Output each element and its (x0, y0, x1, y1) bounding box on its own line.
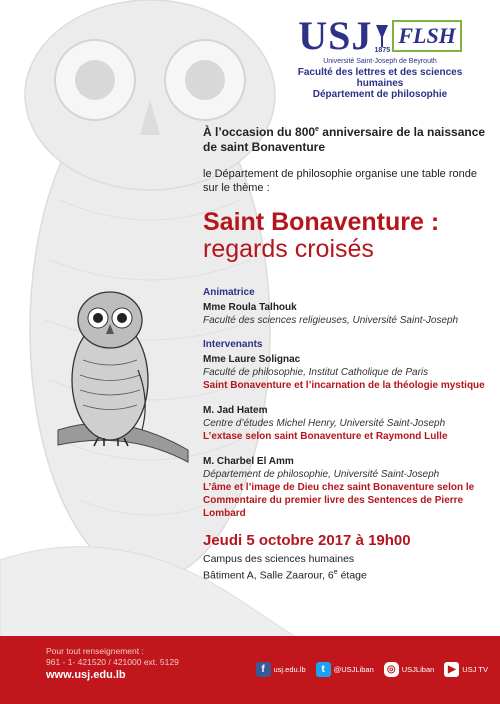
social-facebook[interactable]: f usj.edu.lb (256, 662, 306, 677)
contact-phone: 961 - 1- 421520 / 421000 ext. 5129 (46, 657, 179, 667)
flsh-logo: FLSH (392, 20, 461, 52)
speaker-affiliation: Centre d’études Michel Henry, Université Saint-Joseph (203, 418, 446, 429)
speaker-name: M. Charbel El Amm (203, 456, 294, 467)
speaker-affiliation: Faculté de philosophie, Institut Catholique de Paris (203, 367, 429, 378)
occasion-text: À l’occasion du 800e anniversaire de la naissance de saint Bonaventure (203, 125, 486, 154)
department-name: Département de philosophie (312, 89, 448, 100)
social-links (256, 662, 488, 677)
speaker-name: M. Jad Hatem (203, 405, 268, 416)
social-instagram[interactable]: ◎ USJLiban (384, 662, 435, 677)
event-title: Saint Bonaventure : regards croisés (203, 208, 440, 263)
animatrice-name: Mme Roula Talhouk (203, 302, 297, 313)
event-building: Bâtiment A, Salle Zaarour, 6e étage (203, 569, 367, 582)
youtube-icon: ▶ (444, 662, 459, 677)
usj-flsh-logo (280, 13, 480, 100)
event-date: Jeudi 5 octobre 2017 à 19h00 (203, 532, 411, 549)
contact-label: Pour tout renseignement : (46, 646, 144, 656)
faculty-name: Faculté des lettres et des sciences humaines (297, 67, 463, 89)
poster-content (203, 122, 488, 583)
animatrice-section (203, 287, 488, 327)
contact-info (46, 646, 179, 681)
owl-illustration (38, 280, 198, 480)
animatrice-affiliation: Faculté des sciences religieuses, Université Saint-Joseph (203, 315, 459, 326)
instagram-icon: ◎ (384, 662, 399, 677)
twitter-icon: t (316, 662, 331, 677)
university-name: Université Saint-Joseph de Beyrouth (323, 58, 437, 65)
speaker-1 (203, 353, 488, 392)
talk-title: Saint Bonaventure et l’incarnation de la théologie mystique (203, 380, 485, 391)
talk-title: L’extase selon saint Bonaventure et Raymond Lulle (203, 431, 448, 442)
animatrice-heading: Animatrice (203, 287, 255, 298)
social-twitter[interactable]: t @USJLiban (316, 662, 374, 677)
speaker-affiliation: Département de philosophie, Université Saint-Joseph (203, 469, 440, 480)
website-link[interactable]: www.usj.edu.lb (46, 669, 126, 681)
footer-bar (0, 636, 500, 704)
intervenants-heading: Intervenants (203, 339, 263, 350)
social-youtube[interactable]: ▶ USJ TV (444, 662, 488, 677)
organizer-text: le Département de philosophie organise une table ronde sur le thème : (203, 168, 477, 194)
speaker-name: Mme Laure Solignac (203, 354, 301, 365)
facebook-icon: f (256, 662, 271, 677)
talk-title: L’âme et l’image de Dieu chez saint Bonaventure selon le Commentaire du premier livre des Sentences de Pierre Lombard (203, 482, 475, 519)
usj-wordmark: USJ (298, 13, 373, 58)
event-campus: Campus des sciences humaines (203, 553, 355, 565)
speaker-3 (203, 455, 488, 520)
speaker-2 (203, 404, 488, 443)
usj-emblem-icon: 1875 (374, 25, 390, 54)
